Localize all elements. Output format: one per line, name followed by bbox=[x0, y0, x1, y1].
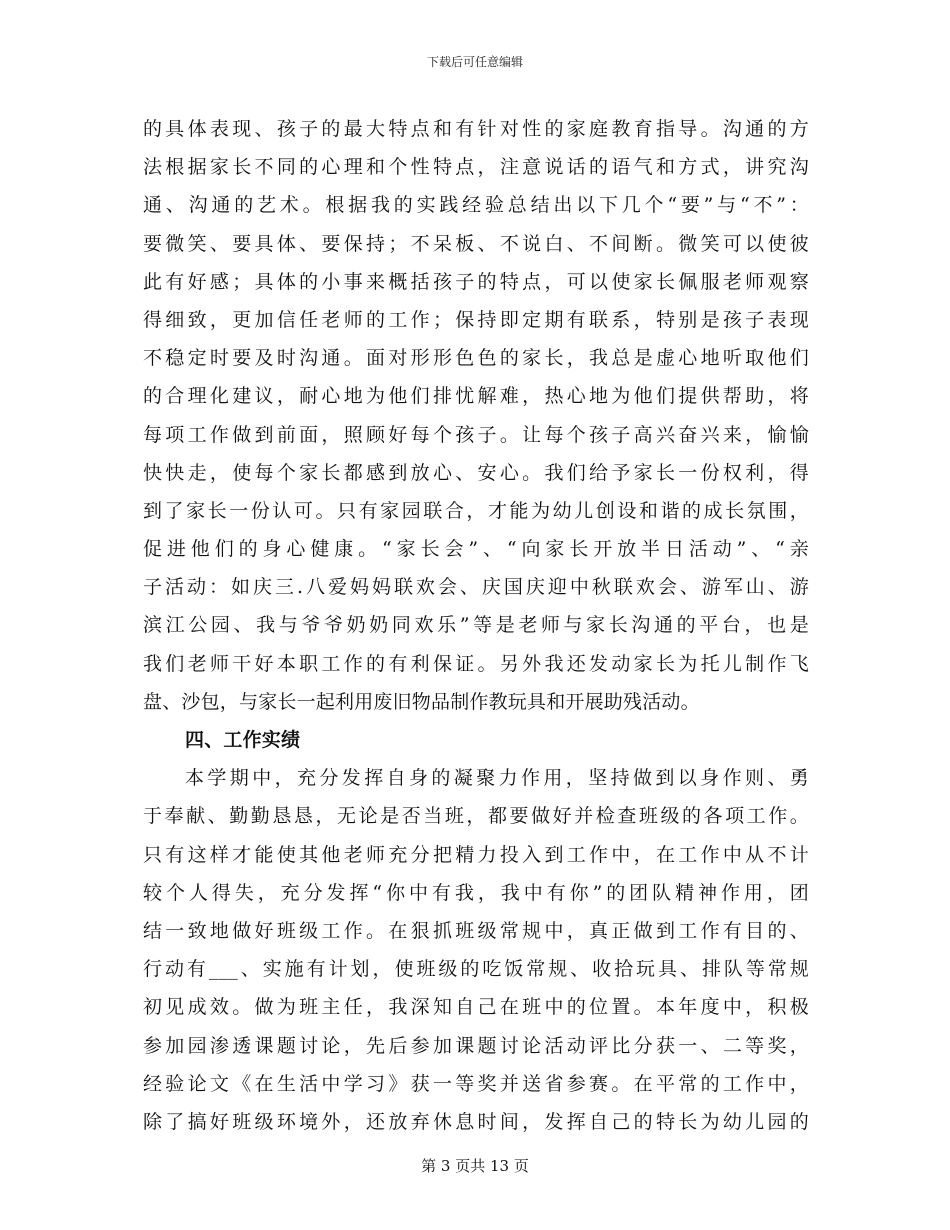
document-body bbox=[143, 110, 809, 1141]
paragraph-first-line: 本学期中，充分发挥自身的凝聚力作用，坚持做到以身作则、勇 bbox=[185, 767, 809, 790]
text-line: 每项工作做到前面，照顾好每个孩子。让每个孩子高兴奋兴来，愉愉 bbox=[143, 423, 809, 446]
section-heading: 四、工作实绩 bbox=[185, 729, 301, 751]
text-line: 初见成效。做为班主任，我深知自己在班中的位置。本年度中，积极 bbox=[143, 996, 809, 1019]
text-line: 的具体表现、孩子的最大特点和有针对性的家庭教育指导。沟通的方 bbox=[143, 118, 809, 140]
text-line: 到了家长一份认可。只有家园联合，才能为幼儿创设和谐的成长氛围， bbox=[143, 499, 809, 522]
page-header: 下载后可任意编辑 bbox=[426, 55, 523, 69]
text-line: 参加园渗透课题讨论，先后参加课题讨论活动评比分获一、二等奖， bbox=[143, 1034, 809, 1057]
text-line: 得细致，更加信任老师的工作；保持即定期有联系，特别是孩子表现 bbox=[143, 308, 809, 331]
text-line: 较个人得失，充分发挥“你中有我，我中有你”的团队精神作用，团 bbox=[143, 881, 809, 904]
text-line: 要微笑、要具体、要保持；不呆板、不说白、不间断。微笑可以使彼 bbox=[143, 232, 809, 255]
page-footer: 第 3 页共 13 页 bbox=[421, 1157, 529, 1175]
text-line: 促进他们的身心健康。“家长会”、“向家长开放半日活动”、“亲 bbox=[143, 538, 809, 561]
text-line: 通、沟通的艺术。根据我的实践经验总结出以下几个“要”与“不”： bbox=[143, 194, 809, 217]
text-line: 于奉献、勤勤恳恳，无论是否当班，都要做好并检查班级的各项工作。 bbox=[143, 805, 809, 828]
text-line: 滨江公园、我与爷爷奶奶同欢乐”等是老师与家长沟通的平台，也是 bbox=[143, 614, 809, 637]
text-line: 子活动：如庆三.八爱妈妈联欢会、庆国庆迎中秋联欢会、游军山、游 bbox=[143, 576, 809, 599]
text-line: 结一致地做好班级工作。在狠抓班级常规中，真正做到工作有目的、 bbox=[143, 919, 809, 942]
text-line: 法根据家长不同的心理和个性特点，注意说话的语气和方式，讲究沟 bbox=[143, 156, 809, 179]
text-line: 我们老师干好本职工作的有利保证。另外我还发动家长为托儿制作飞 bbox=[143, 652, 809, 675]
text-line: 此有好感；具体的小事来概括孩子的特点，可以使家长佩服老师观察 bbox=[143, 270, 809, 293]
text-line: 除了搞好班级环境外，还放弃休息时间，发挥自己的特长为幼儿园的 bbox=[143, 1110, 809, 1133]
text-line: 行动有___、实施有计划，使班级的吃饭常规、收拾玩具、排队等常规 bbox=[143, 958, 809, 981]
text-line: 只有这样才能使其他老师充分把精力投入到工作中，在工作中从不计 bbox=[143, 843, 809, 866]
text-line: 盘、沙包，与家长一起利用废旧物品制作教玩具和开展助残活动。 bbox=[143, 690, 700, 713]
text-line: 经验论文《在生活中学习》获一等奖并送省参赛。在平常的工作中， bbox=[143, 1072, 809, 1095]
text-line: 的合理化建议，耐心地为他们排忧解难，热心地为他们提供帮助，将 bbox=[143, 385, 809, 408]
text-line: 快快走，使每个家长都感到放心、安心。我们给予家长一份权利，得 bbox=[143, 461, 809, 484]
text-line: 不稳定时要及时沟通。面对形形色色的家长，我总是虚心地听取他们 bbox=[143, 347, 809, 370]
